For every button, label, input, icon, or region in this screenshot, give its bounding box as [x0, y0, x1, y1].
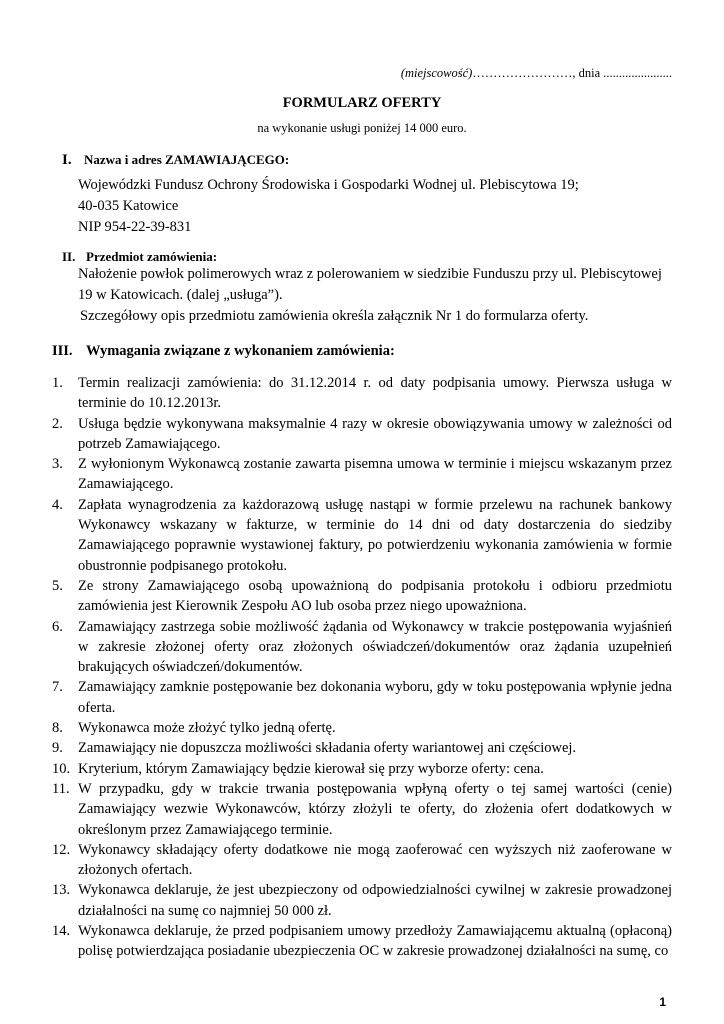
- list-item: [52, 576, 672, 617]
- list-item: [52, 738, 672, 758]
- section-3-number: III.: [52, 343, 73, 359]
- list-item-number: 13.: [52, 882, 71, 899]
- list-item: [52, 495, 672, 576]
- list-item-text: Zapłata wynagrodzenia za każdorazową usługę nastąpi w formie przelewu na rachunek bankowy Wykonawcy wskazany w fakturze, w terminie do 14 dni od daty dostarczenia do siedziby Zamawiającego poprawnie wystawionej faktury, po potwierdzeniu wykonania zamówienia w formie obustronnie podpisanego protokołu.: [78, 496, 672, 574]
- list-item-number: 12.: [52, 841, 71, 858]
- list-item-text: Usługa będzie wykonywana maksymalnie 4 razy w okresie obowiązywania umowy w zależności od potrzeb Zamawiającego.: [78, 415, 672, 452]
- date-dots: ……………………, dnia ......................: [472, 66, 672, 80]
- list-item-number: 9.: [52, 740, 63, 757]
- section-1-heading: [62, 152, 289, 169]
- list-item: [52, 840, 672, 881]
- list-item-number: 4.: [52, 496, 63, 513]
- list-item-text: Zamawiający nie dopuszcza możliwości składania oferty wariantowej ani częściowej.: [78, 740, 577, 757]
- list-item-text: Termin realizacji zamówienia: do 31.12.2014 r. od daty podpisania umowy. Pierwsza usługa w terminie do 10.12.2013r.: [78, 375, 672, 412]
- section-3-heading: [52, 343, 395, 360]
- requirements-list: [52, 373, 672, 962]
- list-item-text: Zamawiający zamknie postępowanie bez dokonania wyboru, gdy w toku postępowania wpłynie jedna oferta.: [78, 679, 672, 716]
- section-2-title: Przedmiot zamówienia:: [86, 249, 218, 264]
- list-item-text: Zamawiający zastrzega sobie możliwość żądania od Wykonawcy w trakcie postępowania wyjaśnień w zakresie złożonej oferty oraz złożonych oświadczeń/dokumentów oraz żądania uzupełnień brakujących oświadczeń/dokumentów.: [78, 618, 672, 676]
- section-2-body: [78, 264, 676, 327]
- list-item: [52, 779, 672, 840]
- list-item-number: 5.: [52, 577, 63, 594]
- list-item: [52, 880, 672, 921]
- list-item-text: W przypadku, gdy w trakcie trwania postępowania wpłyną oferty o tej samej wartości (cenie) Zamawiający wezwie Wykonawców, którzy złożyli te oferty, do złożenia ofert dodatkowych w określonym przez Zamawiającego terminie.: [78, 780, 672, 838]
- list-item-number: 8.: [52, 720, 63, 737]
- list-item: [52, 759, 672, 779]
- list-item-text: Wykonawca deklaruje, że przed podpisaniem umowy przedłoży Zamawiającemu aktualną (opłaconą) polisę potwierdzająca posiadanie ubezpieczenia OC w zakresie prowadzonej działalności na sumę, co: [78, 923, 672, 960]
- list-item-number: 7.: [52, 679, 63, 696]
- subject-description: Nałożenie powłok polimerowych wraz z polerowaniem w siedzibie Funduszu przy ul. Plebiscytowej 19 w Katowicach. (dalej „usługa”).: [78, 266, 662, 303]
- section-2-number: II.: [62, 249, 76, 264]
- list-item-text: Kryterium, którym Zamawiający będzie kierował się przy wyborze oferty: cena.: [78, 760, 544, 777]
- place-date-line: [401, 66, 672, 81]
- list-item-text: Wykonawca deklaruje, że jest ubezpieczony od odpowiedzialności cywilnej w zakresie prowadzonej działalności na sumę co najmniej 50 000 zł.: [78, 882, 672, 919]
- list-item-number: 6.: [52, 618, 63, 635]
- section-1-title: Nazwa i adres ZAMAWIAJĄCEGO:: [84, 152, 290, 167]
- list-item: [52, 921, 672, 962]
- orderer-name: Wojewódzki Fundusz Ochrony Środowiska i Gospodarki Wodnej ul. Plebiscytowa 19;: [78, 177, 579, 193]
- list-item: [52, 454, 672, 495]
- list-item: [52, 617, 672, 678]
- page-number: 1: [659, 995, 666, 1009]
- list-item-number: 10.: [52, 760, 71, 777]
- list-item-text: Wykonawca może złożyć tylko jedną ofertę.: [78, 720, 336, 737]
- document-subtitle: na wykonanie usługi poniżej 14 000 euro.: [257, 121, 467, 135]
- list-item-number: 14.: [52, 923, 71, 940]
- list-item: [52, 677, 672, 718]
- list-item: [52, 718, 672, 738]
- orderer-postcode: 40-035 Katowice: [78, 198, 179, 214]
- subject-details: Szczegółowy opis przedmiotu zamówienia określa załącznik Nr 1 do formularza oferty.: [80, 308, 589, 324]
- section-3-title: Wymagania związane z wykonaniem zamówienia:: [86, 343, 395, 359]
- list-item: [52, 373, 672, 414]
- section-1-number: I.: [62, 152, 72, 168]
- section-2-heading: [62, 249, 217, 265]
- list-item-text: Z wyłonionym Wykonawcą zostanie zawarta pisemna umowa w terminie i miejscu wskazanym przez Zamawiającego.: [78, 456, 672, 493]
- section-1-body: [78, 175, 678, 238]
- list-item-text: Ze strony Zamawiającego osobą upoważnioną do podpisania protokołu i odbioru przedmiotu zamówienia jest Kierownik Zespołu AO lub osoba przez niego upoważniona.: [78, 577, 672, 615]
- list-item-number: 1.: [52, 375, 63, 391]
- document-title: FORMULARZ OFERTY: [282, 95, 442, 111]
- list-item: [52, 414, 672, 455]
- list-item-number: 3.: [52, 456, 63, 473]
- orderer-nip: NIP 954-22-39-831: [78, 219, 192, 235]
- list-item-text: Wykonawcy składający oferty dodatkowe nie mogą zaoferować cen wyższych niż zaoferowane w złożonych ofertach.: [78, 841, 672, 879]
- list-item-number: 11.: [52, 780, 70, 797]
- place-label: (miejscowość): [400, 66, 473, 80]
- list-item-number: 2.: [52, 415, 63, 432]
